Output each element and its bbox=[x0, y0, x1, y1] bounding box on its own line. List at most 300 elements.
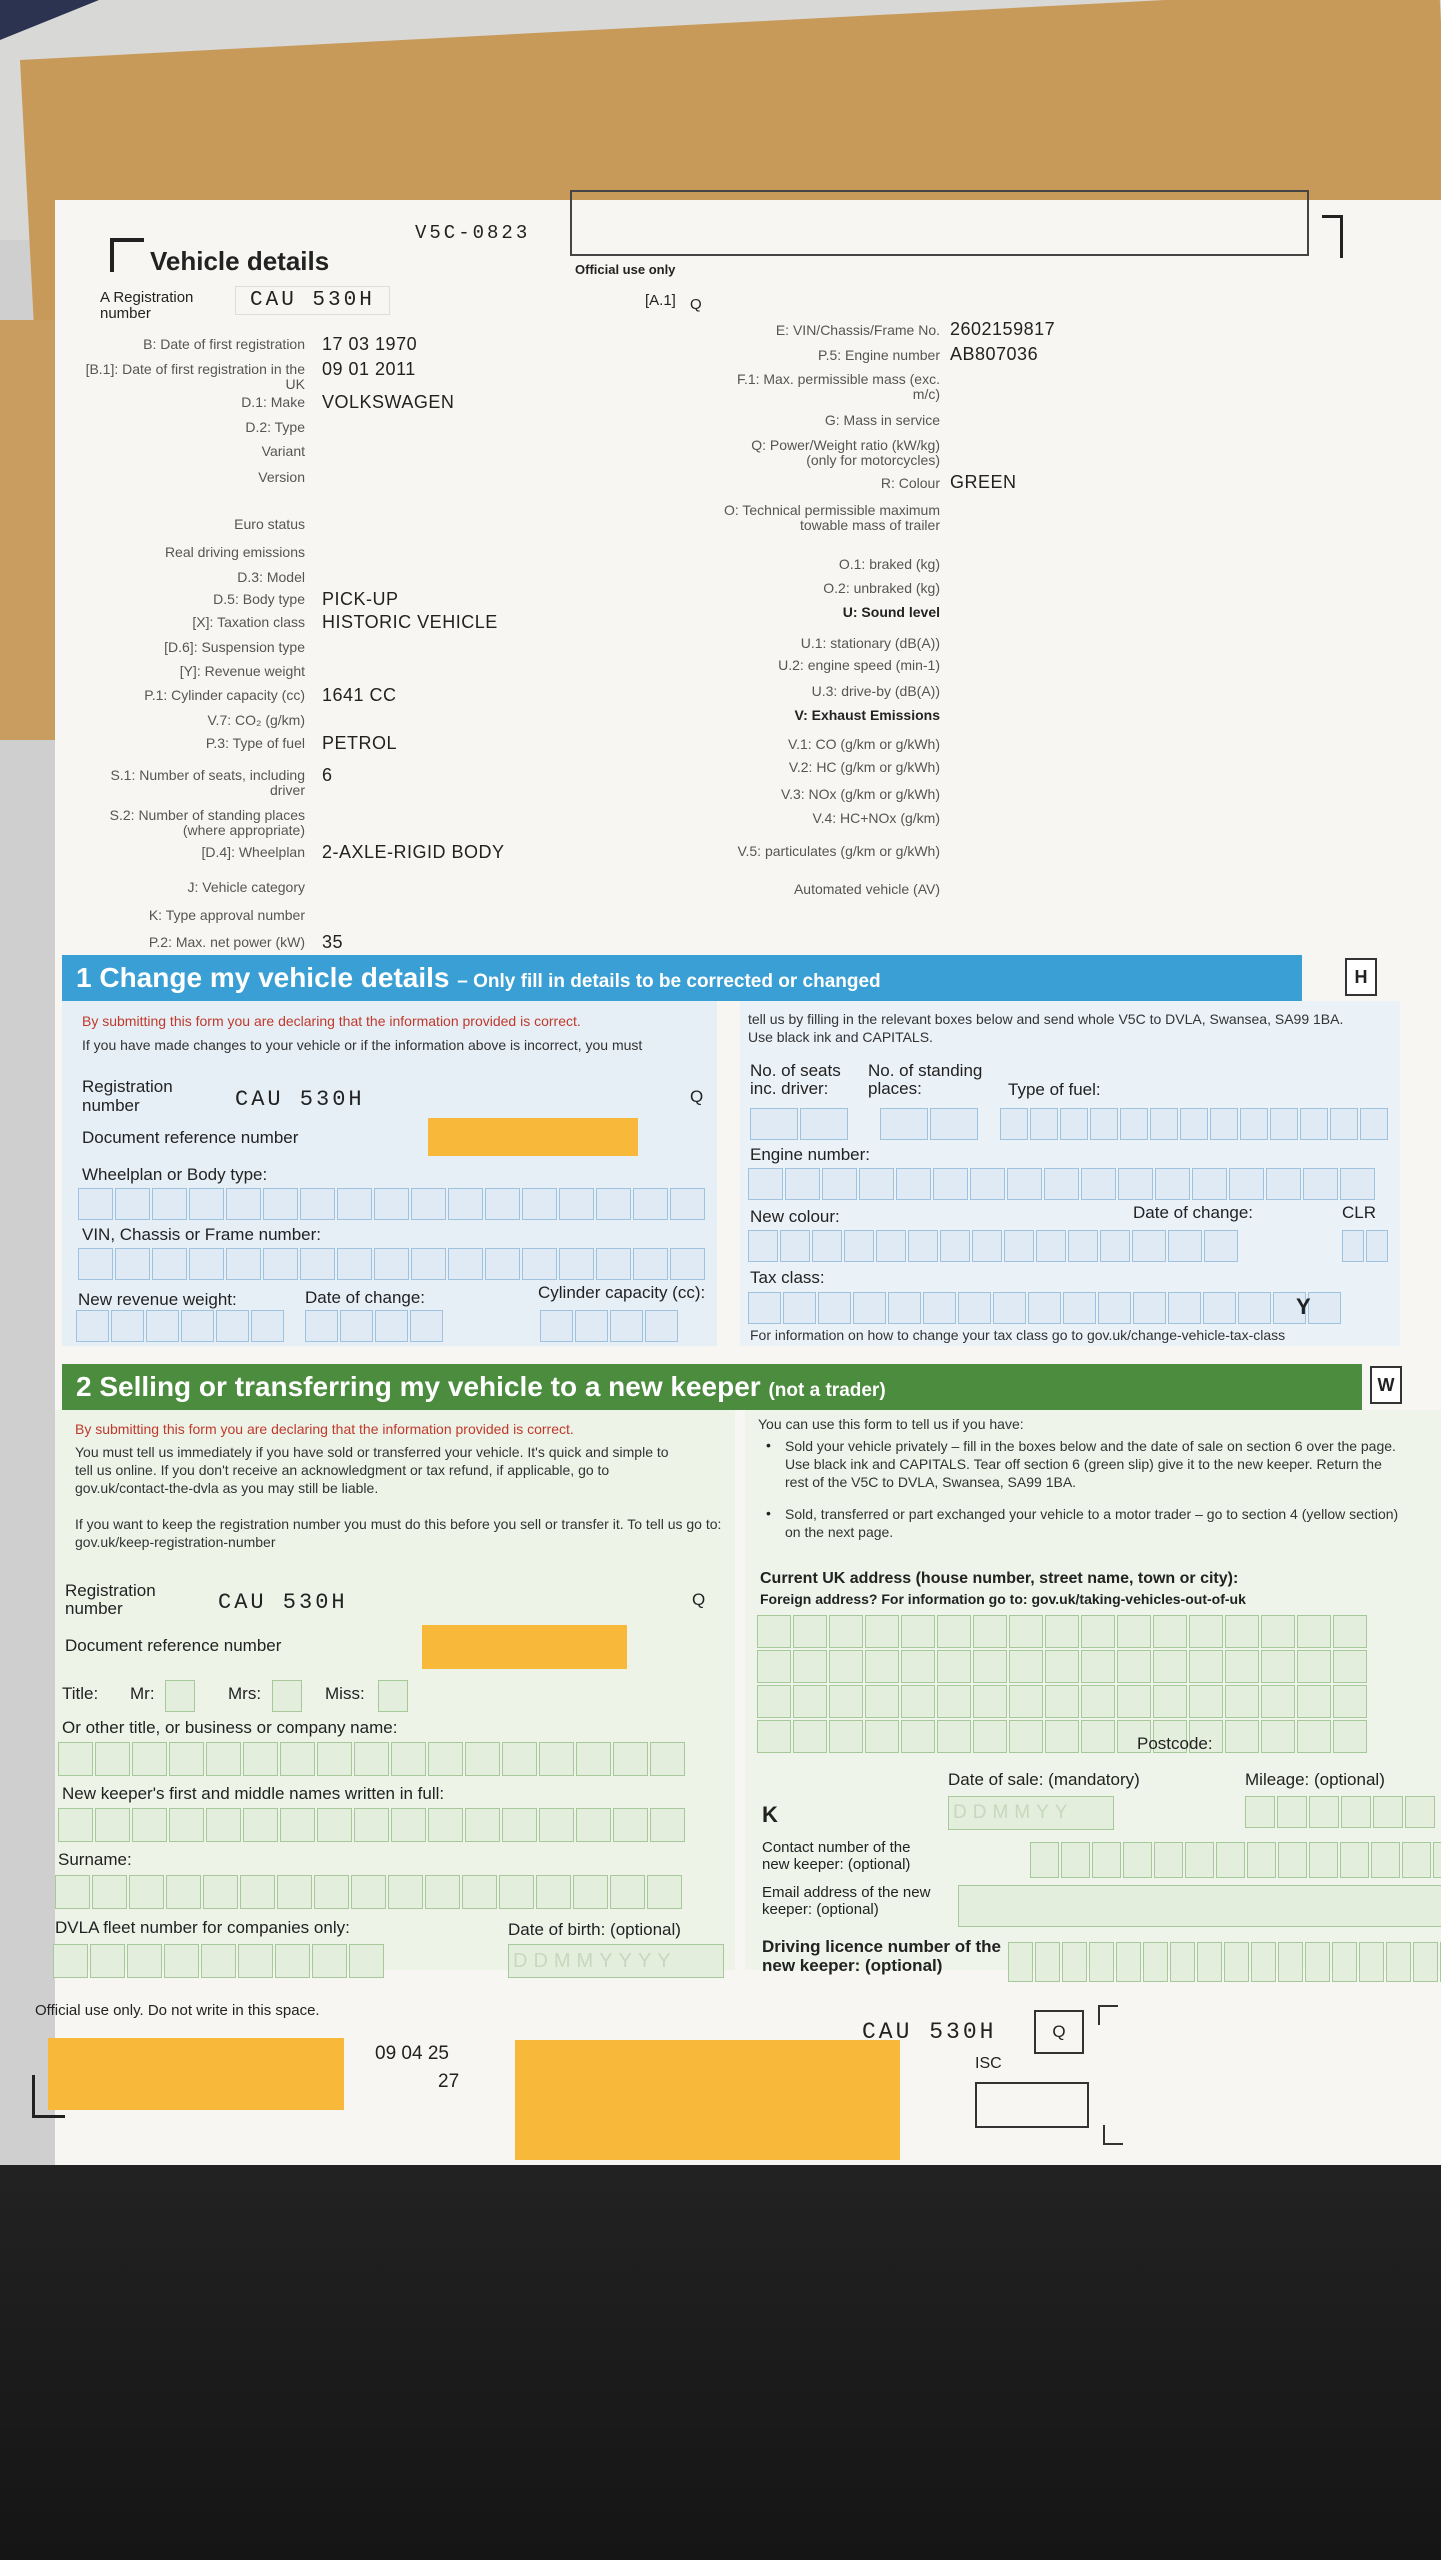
character-box[interactable] bbox=[462, 1875, 497, 1909]
address-cell[interactable] bbox=[1045, 1720, 1079, 1753]
character-box[interactable] bbox=[1305, 1942, 1330, 1982]
s1-colour-input[interactable] bbox=[748, 1230, 1132, 1262]
address-cell[interactable] bbox=[1333, 1720, 1367, 1753]
character-box[interactable] bbox=[1170, 1942, 1195, 1982]
character-box[interactable] bbox=[800, 1108, 848, 1140]
address-cell[interactable] bbox=[973, 1685, 1007, 1718]
character-box[interactable] bbox=[411, 1188, 446, 1220]
character-box[interactable] bbox=[559, 1188, 594, 1220]
character-box[interactable] bbox=[115, 1248, 150, 1280]
character-box[interactable] bbox=[1118, 1168, 1153, 1200]
character-box[interactable] bbox=[1210, 1108, 1238, 1140]
s2-mrs-checkbox[interactable] bbox=[272, 1680, 302, 1712]
character-box[interactable] bbox=[930, 1108, 978, 1140]
character-box[interactable] bbox=[1100, 1230, 1130, 1262]
character-box[interactable] bbox=[448, 1188, 483, 1220]
address-cell[interactable] bbox=[973, 1615, 1007, 1648]
character-box[interactable] bbox=[502, 1808, 537, 1842]
character-box[interactable] bbox=[354, 1808, 389, 1842]
character-box[interactable] bbox=[164, 1944, 199, 1978]
character-box[interactable] bbox=[650, 1808, 685, 1842]
character-box[interactable] bbox=[95, 1808, 130, 1842]
character-box[interactable] bbox=[880, 1108, 928, 1140]
character-box[interactable] bbox=[522, 1248, 557, 1280]
character-box[interactable] bbox=[1341, 1796, 1371, 1828]
s2-other-title-input[interactable] bbox=[58, 1742, 687, 1776]
character-box[interactable] bbox=[280, 1808, 315, 1842]
address-cell[interactable] bbox=[1261, 1720, 1295, 1753]
character-box[interactable] bbox=[1204, 1230, 1238, 1262]
address-cell[interactable] bbox=[757, 1650, 791, 1683]
address-cell[interactable] bbox=[829, 1650, 863, 1683]
address-cell[interactable] bbox=[865, 1650, 899, 1683]
character-box[interactable] bbox=[485, 1188, 520, 1220]
address-cell[interactable] bbox=[1225, 1720, 1259, 1753]
character-box[interactable] bbox=[277, 1875, 312, 1909]
character-box[interactable] bbox=[1060, 1108, 1088, 1140]
address-cell[interactable] bbox=[1333, 1685, 1367, 1718]
s1-standing-input[interactable] bbox=[880, 1108, 980, 1140]
character-box[interactable] bbox=[448, 1248, 483, 1280]
character-box[interactable] bbox=[201, 1944, 236, 1978]
character-box[interactable] bbox=[1402, 1842, 1431, 1878]
address-cell[interactable] bbox=[793, 1720, 827, 1753]
address-cell[interactable] bbox=[901, 1650, 935, 1683]
character-box[interactable] bbox=[633, 1248, 668, 1280]
address-cell[interactable] bbox=[901, 1720, 935, 1753]
character-box[interactable] bbox=[650, 1742, 685, 1776]
address-cell[interactable] bbox=[1009, 1650, 1043, 1683]
character-box[interactable] bbox=[576, 1742, 611, 1776]
character-box[interactable] bbox=[1168, 1230, 1202, 1262]
address-cell[interactable] bbox=[1009, 1685, 1043, 1718]
character-box[interactable] bbox=[822, 1168, 857, 1200]
address-cell[interactable] bbox=[937, 1720, 971, 1753]
character-box[interactable] bbox=[1340, 1842, 1369, 1878]
s2-mileage-input[interactable] bbox=[1245, 1796, 1437, 1828]
character-box[interactable] bbox=[1132, 1230, 1166, 1262]
s2-first-names-input[interactable] bbox=[58, 1808, 687, 1842]
character-box[interactable] bbox=[132, 1808, 167, 1842]
character-box[interactable] bbox=[317, 1808, 352, 1842]
character-box[interactable] bbox=[263, 1248, 298, 1280]
character-box[interactable] bbox=[780, 1230, 810, 1262]
character-box[interactable] bbox=[1238, 1292, 1271, 1324]
address-cell[interactable] bbox=[1333, 1615, 1367, 1648]
character-box[interactable] bbox=[1342, 1230, 1364, 1262]
character-box[interactable] bbox=[748, 1292, 781, 1324]
address-cell[interactable] bbox=[1081, 1685, 1115, 1718]
character-box[interactable] bbox=[1092, 1842, 1121, 1878]
character-box[interactable] bbox=[540, 1310, 573, 1342]
character-box[interactable] bbox=[391, 1808, 426, 1842]
character-box[interactable] bbox=[1008, 1942, 1033, 1982]
address-cell[interactable] bbox=[1153, 1685, 1187, 1718]
character-box[interactable] bbox=[859, 1168, 894, 1200]
character-box[interactable] bbox=[888, 1292, 921, 1324]
character-box[interactable] bbox=[132, 1742, 167, 1776]
character-box[interactable] bbox=[206, 1742, 241, 1776]
character-box[interactable] bbox=[428, 1808, 463, 1842]
character-box[interactable] bbox=[146, 1310, 179, 1342]
character-box[interactable] bbox=[300, 1248, 335, 1280]
character-box[interactable] bbox=[465, 1742, 500, 1776]
character-box[interactable] bbox=[216, 1310, 249, 1342]
character-box[interactable] bbox=[263, 1188, 298, 1220]
character-box[interactable] bbox=[226, 1188, 261, 1220]
character-box[interactable] bbox=[1036, 1230, 1066, 1262]
character-box[interactable] bbox=[1245, 1796, 1275, 1828]
character-box[interactable] bbox=[670, 1188, 705, 1220]
address-cell[interactable] bbox=[865, 1685, 899, 1718]
character-box[interactable] bbox=[539, 1808, 574, 1842]
character-box[interactable] bbox=[95, 1742, 130, 1776]
character-box[interactable] bbox=[1192, 1168, 1227, 1200]
character-box[interactable] bbox=[152, 1188, 187, 1220]
character-box[interactable] bbox=[1061, 1842, 1090, 1878]
character-box[interactable] bbox=[1063, 1292, 1096, 1324]
character-box[interactable] bbox=[1150, 1108, 1178, 1140]
character-box[interactable] bbox=[958, 1292, 991, 1324]
s2-address-input[interactable] bbox=[757, 1615, 1367, 1753]
address-cell[interactable] bbox=[1297, 1720, 1331, 1753]
character-box[interactable] bbox=[940, 1230, 970, 1262]
character-box[interactable] bbox=[115, 1188, 150, 1220]
character-box[interactable] bbox=[670, 1248, 705, 1280]
character-box[interactable] bbox=[1185, 1842, 1214, 1878]
character-box[interactable] bbox=[610, 1310, 643, 1342]
character-box[interactable] bbox=[783, 1292, 816, 1324]
address-cell[interactable] bbox=[829, 1685, 863, 1718]
character-box[interactable] bbox=[853, 1292, 886, 1324]
character-box[interactable] bbox=[1098, 1292, 1131, 1324]
character-box[interactable] bbox=[428, 1742, 463, 1776]
address-cell[interactable] bbox=[1081, 1720, 1115, 1753]
address-cell[interactable] bbox=[937, 1650, 971, 1683]
character-box[interactable] bbox=[337, 1188, 372, 1220]
s1-clr-input[interactable] bbox=[1342, 1230, 1390, 1262]
character-box[interactable] bbox=[748, 1168, 783, 1200]
address-cell[interactable] bbox=[1081, 1650, 1115, 1683]
character-box[interactable] bbox=[1251, 1942, 1276, 1982]
address-cell[interactable] bbox=[757, 1720, 791, 1753]
character-box[interactable] bbox=[388, 1875, 423, 1909]
character-box[interactable] bbox=[1180, 1108, 1208, 1140]
character-box[interactable] bbox=[933, 1168, 968, 1200]
address-cell[interactable] bbox=[1153, 1650, 1187, 1683]
character-box[interactable] bbox=[374, 1248, 409, 1280]
character-box[interactable] bbox=[596, 1188, 631, 1220]
character-box[interactable] bbox=[251, 1310, 284, 1342]
address-cell[interactable] bbox=[865, 1615, 899, 1648]
address-cell[interactable] bbox=[901, 1615, 935, 1648]
s2-contact-input[interactable] bbox=[1030, 1842, 1441, 1878]
character-box[interactable] bbox=[596, 1248, 631, 1280]
character-box[interactable] bbox=[1303, 1168, 1338, 1200]
character-box[interactable] bbox=[844, 1230, 874, 1262]
character-box[interactable] bbox=[1405, 1796, 1435, 1828]
address-cell[interactable] bbox=[1297, 1650, 1331, 1683]
address-cell[interactable] bbox=[901, 1685, 935, 1718]
character-box[interactable] bbox=[351, 1875, 386, 1909]
character-box[interactable] bbox=[1143, 1942, 1168, 1982]
character-box[interactable] bbox=[1360, 1108, 1388, 1140]
character-box[interactable] bbox=[1197, 1942, 1222, 1982]
address-cell[interactable] bbox=[1009, 1720, 1043, 1753]
character-box[interactable] bbox=[300, 1188, 335, 1220]
character-box[interactable] bbox=[354, 1742, 389, 1776]
character-box[interactable] bbox=[1154, 1842, 1183, 1878]
character-box[interactable] bbox=[1081, 1168, 1116, 1200]
character-box[interactable] bbox=[243, 1808, 278, 1842]
character-box[interactable] bbox=[1340, 1168, 1375, 1200]
character-box[interactable] bbox=[243, 1742, 278, 1776]
s2-fleet-input[interactable] bbox=[53, 1944, 386, 1978]
character-box[interactable] bbox=[972, 1230, 1002, 1262]
character-box[interactable] bbox=[465, 1808, 500, 1842]
character-box[interactable] bbox=[1308, 1292, 1341, 1324]
s1-revenue-input[interactable] bbox=[76, 1310, 286, 1342]
character-box[interactable] bbox=[1089, 1942, 1114, 1982]
character-box[interactable] bbox=[1413, 1942, 1438, 1982]
s2-dob-input[interactable]: DDMMYYYY bbox=[508, 1944, 724, 1978]
character-box[interactable] bbox=[1028, 1292, 1061, 1324]
character-box[interactable] bbox=[76, 1310, 109, 1342]
character-box[interactable] bbox=[1120, 1108, 1148, 1140]
character-box[interactable] bbox=[1007, 1168, 1042, 1200]
character-box[interactable] bbox=[970, 1168, 1005, 1200]
character-box[interactable] bbox=[1359, 1942, 1384, 1982]
address-cell[interactable] bbox=[1081, 1615, 1115, 1648]
character-box[interactable] bbox=[502, 1742, 537, 1776]
character-box[interactable] bbox=[1123, 1842, 1152, 1878]
character-box[interactable] bbox=[1216, 1842, 1245, 1878]
address-cell[interactable] bbox=[937, 1685, 971, 1718]
s2-licence-input[interactable] bbox=[1008, 1942, 1441, 1982]
character-box[interactable] bbox=[312, 1944, 347, 1978]
character-box[interactable] bbox=[280, 1742, 315, 1776]
character-box[interactable] bbox=[812, 1230, 842, 1262]
character-box[interactable] bbox=[55, 1875, 90, 1909]
character-box[interactable] bbox=[610, 1875, 645, 1909]
s1-seats-input[interactable] bbox=[750, 1108, 850, 1140]
character-box[interactable] bbox=[1068, 1230, 1098, 1262]
character-box[interactable] bbox=[1116, 1942, 1141, 1982]
character-box[interactable] bbox=[1155, 1168, 1190, 1200]
character-box[interactable] bbox=[536, 1875, 571, 1909]
address-cell[interactable] bbox=[1225, 1615, 1259, 1648]
character-box[interactable] bbox=[1224, 1942, 1249, 1982]
character-box[interactable] bbox=[539, 1742, 574, 1776]
s2-miss-checkbox[interactable] bbox=[378, 1680, 408, 1712]
s1-date-change2-input[interactable] bbox=[1132, 1230, 1240, 1262]
character-box[interactable] bbox=[1229, 1168, 1264, 1200]
character-box[interactable] bbox=[1030, 1842, 1059, 1878]
character-box[interactable] bbox=[1373, 1796, 1403, 1828]
character-box[interactable] bbox=[748, 1230, 778, 1262]
s2-mr-checkbox[interactable] bbox=[165, 1680, 195, 1712]
address-cell[interactable] bbox=[1117, 1615, 1151, 1648]
address-cell[interactable] bbox=[937, 1615, 971, 1648]
character-box[interactable] bbox=[908, 1230, 938, 1262]
s2-email-input[interactable] bbox=[958, 1885, 1441, 1927]
character-box[interactable] bbox=[1035, 1942, 1060, 1982]
address-cell[interactable] bbox=[1189, 1650, 1223, 1683]
address-cell[interactable] bbox=[1261, 1650, 1295, 1683]
address-cell[interactable] bbox=[757, 1685, 791, 1718]
address-cell[interactable] bbox=[1333, 1650, 1367, 1683]
character-box[interactable] bbox=[78, 1188, 113, 1220]
character-box[interactable] bbox=[1000, 1108, 1028, 1140]
address-cell[interactable] bbox=[1045, 1650, 1079, 1683]
character-box[interactable] bbox=[499, 1875, 534, 1909]
character-box[interactable] bbox=[647, 1875, 682, 1909]
character-box[interactable] bbox=[58, 1808, 93, 1842]
character-box[interactable] bbox=[78, 1248, 113, 1280]
address-cell[interactable] bbox=[973, 1720, 1007, 1753]
character-box[interactable] bbox=[375, 1310, 408, 1342]
character-box[interactable] bbox=[305, 1310, 338, 1342]
address-cell[interactable] bbox=[1225, 1685, 1259, 1718]
character-box[interactable] bbox=[314, 1875, 349, 1909]
s1-cyl-input[interactable] bbox=[540, 1310, 680, 1342]
character-box[interactable] bbox=[189, 1188, 224, 1220]
character-box[interactable] bbox=[238, 1944, 273, 1978]
character-box[interactable] bbox=[169, 1808, 204, 1842]
address-cell[interactable] bbox=[1189, 1685, 1223, 1718]
address-cell[interactable] bbox=[1225, 1650, 1259, 1683]
address-cell[interactable] bbox=[865, 1720, 899, 1753]
character-box[interactable] bbox=[923, 1292, 956, 1324]
address-cell[interactable] bbox=[1261, 1685, 1295, 1718]
s1-vin-input[interactable] bbox=[78, 1248, 707, 1280]
character-box[interactable] bbox=[317, 1742, 352, 1776]
s1-engine-input[interactable] bbox=[748, 1168, 1377, 1200]
character-box[interactable] bbox=[189, 1248, 224, 1280]
address-cell[interactable] bbox=[793, 1615, 827, 1648]
character-box[interactable] bbox=[425, 1875, 460, 1909]
character-box[interactable] bbox=[337, 1248, 372, 1280]
character-box[interactable] bbox=[203, 1875, 238, 1909]
character-box[interactable] bbox=[896, 1168, 931, 1200]
character-box[interactable] bbox=[993, 1292, 1026, 1324]
character-box[interactable] bbox=[1332, 1942, 1357, 1982]
address-cell[interactable] bbox=[1045, 1615, 1079, 1648]
character-box[interactable] bbox=[613, 1742, 648, 1776]
character-box[interactable] bbox=[750, 1108, 798, 1140]
character-box[interactable] bbox=[92, 1875, 127, 1909]
character-box[interactable] bbox=[1330, 1108, 1358, 1140]
character-box[interactable] bbox=[275, 1944, 310, 1978]
address-cell[interactable] bbox=[1261, 1615, 1295, 1648]
character-box[interactable] bbox=[1386, 1942, 1411, 1982]
character-box[interactable] bbox=[1062, 1942, 1087, 1982]
character-box[interactable] bbox=[1433, 1842, 1441, 1878]
address-cell[interactable] bbox=[1009, 1615, 1043, 1648]
s2-date-sale-input[interactable]: DDMMYY bbox=[948, 1796, 1114, 1830]
character-box[interactable] bbox=[573, 1875, 608, 1909]
address-cell[interactable] bbox=[973, 1650, 1007, 1683]
character-box[interactable] bbox=[1090, 1108, 1118, 1140]
character-box[interactable] bbox=[1278, 1942, 1303, 1982]
character-box[interactable] bbox=[1371, 1842, 1400, 1878]
s2-surname-input[interactable] bbox=[55, 1875, 684, 1909]
character-box[interactable] bbox=[1366, 1230, 1388, 1262]
character-box[interactable] bbox=[785, 1168, 820, 1200]
character-box[interactable] bbox=[575, 1310, 608, 1342]
character-box[interactable] bbox=[1004, 1230, 1034, 1262]
character-box[interactable] bbox=[1278, 1842, 1307, 1878]
character-box[interactable] bbox=[559, 1248, 594, 1280]
character-box[interactable] bbox=[53, 1944, 88, 1978]
character-box[interactable] bbox=[240, 1875, 275, 1909]
character-box[interactable] bbox=[181, 1310, 214, 1342]
character-box[interactable] bbox=[166, 1875, 201, 1909]
character-box[interactable] bbox=[111, 1310, 144, 1342]
character-box[interactable] bbox=[374, 1188, 409, 1220]
character-box[interactable] bbox=[1247, 1842, 1276, 1878]
character-box[interactable] bbox=[129, 1875, 164, 1909]
character-box[interactable] bbox=[876, 1230, 906, 1262]
character-box[interactable] bbox=[1300, 1108, 1328, 1140]
character-box[interactable] bbox=[391, 1742, 426, 1776]
character-box[interactable] bbox=[226, 1248, 261, 1280]
character-box[interactable] bbox=[1030, 1108, 1058, 1140]
address-cell[interactable] bbox=[793, 1650, 827, 1683]
character-box[interactable] bbox=[410, 1310, 443, 1342]
address-cell[interactable] bbox=[757, 1615, 791, 1648]
character-box[interactable] bbox=[1044, 1168, 1079, 1200]
character-box[interactable] bbox=[90, 1944, 125, 1978]
character-box[interactable] bbox=[152, 1248, 187, 1280]
character-box[interactable] bbox=[340, 1310, 373, 1342]
address-cell[interactable] bbox=[829, 1615, 863, 1648]
address-cell[interactable] bbox=[829, 1720, 863, 1753]
address-cell[interactable] bbox=[1189, 1615, 1223, 1648]
character-box[interactable] bbox=[1266, 1168, 1301, 1200]
character-box[interactable] bbox=[206, 1808, 241, 1842]
character-box[interactable] bbox=[1309, 1796, 1339, 1828]
s1-tax-input[interactable] bbox=[748, 1292, 1343, 1324]
character-box[interactable] bbox=[411, 1248, 446, 1280]
character-box[interactable] bbox=[1277, 1796, 1307, 1828]
character-box[interactable] bbox=[1168, 1292, 1201, 1324]
character-box[interactable] bbox=[58, 1742, 93, 1776]
character-box[interactable] bbox=[1240, 1108, 1268, 1140]
address-cell[interactable] bbox=[793, 1685, 827, 1718]
s1-wheelplan-input[interactable] bbox=[78, 1188, 707, 1220]
s1-date-change-input[interactable] bbox=[305, 1310, 445, 1342]
character-box[interactable] bbox=[576, 1808, 611, 1842]
address-cell[interactable] bbox=[1297, 1615, 1331, 1648]
character-box[interactable] bbox=[1203, 1292, 1236, 1324]
address-cell[interactable] bbox=[1297, 1685, 1331, 1718]
character-box[interactable] bbox=[169, 1742, 204, 1776]
address-cell[interactable] bbox=[1153, 1615, 1187, 1648]
address-cell[interactable] bbox=[1045, 1685, 1079, 1718]
character-box[interactable] bbox=[522, 1188, 557, 1220]
character-box[interactable] bbox=[1309, 1842, 1338, 1878]
character-box[interactable] bbox=[613, 1808, 648, 1842]
address-cell[interactable] bbox=[1117, 1685, 1151, 1718]
character-box[interactable] bbox=[818, 1292, 851, 1324]
character-box[interactable] bbox=[1133, 1292, 1166, 1324]
character-box[interactable] bbox=[645, 1310, 678, 1342]
address-cell[interactable] bbox=[1117, 1650, 1151, 1683]
character-box[interactable] bbox=[127, 1944, 162, 1978]
character-box[interactable] bbox=[349, 1944, 384, 1978]
character-box[interactable] bbox=[633, 1188, 668, 1220]
